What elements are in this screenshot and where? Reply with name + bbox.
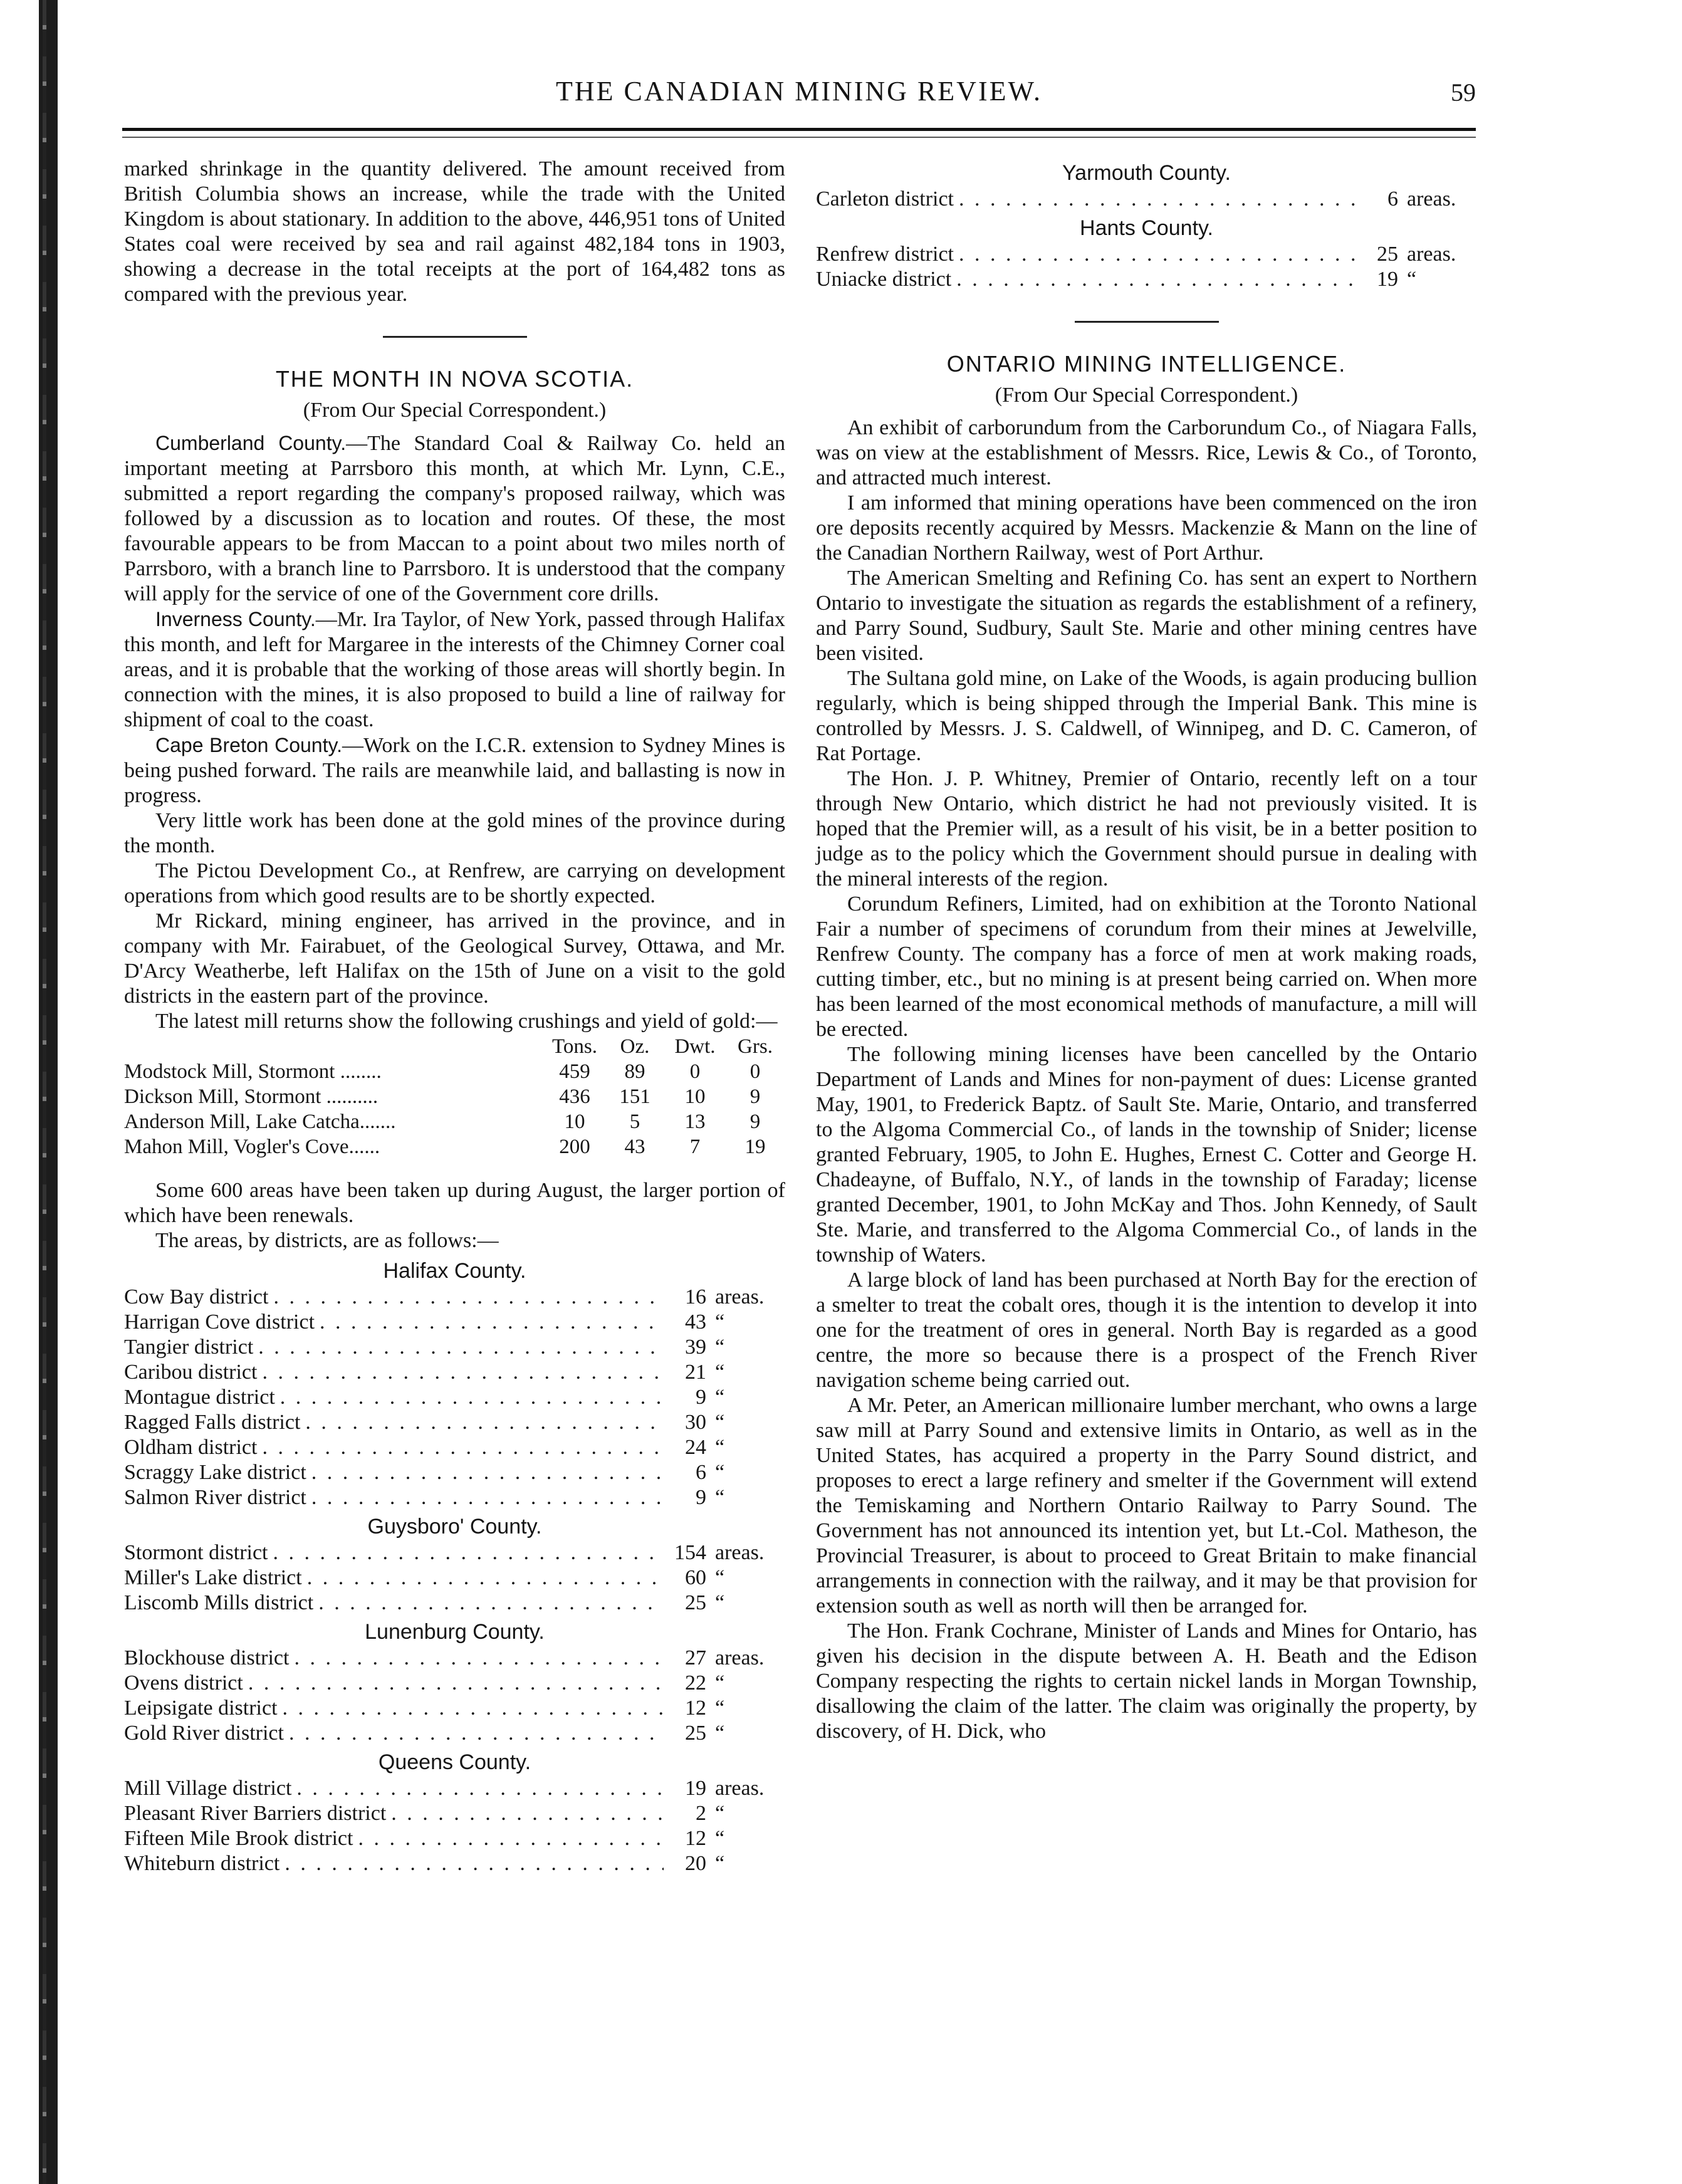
paragraph: The latest mill returns show the following crushings and yield of gold:— <box>155 1010 778 1033</box>
area-unit: areas. <box>715 1646 765 1669</box>
table-header-row <box>124 1034 785 1059</box>
list-item <box>124 1460 785 1485</box>
county-heading: Yarmouth County. <box>1062 161 1231 185</box>
district-name: Renfrew district <box>816 243 954 266</box>
district-list-continued <box>816 160 1477 292</box>
district-name: Ovens district <box>124 1671 243 1695</box>
column-header: Dwt. <box>674 1035 716 1058</box>
list-item <box>816 242 1477 267</box>
leader-dots <box>311 1485 664 1510</box>
section-separator <box>383 336 527 338</box>
right-column <box>816 157 1477 1744</box>
paragraph: A Mr. Peter, an American millionaire lumber merchant, who owns a large saw mill at Parry Sound and extensive limits in Ontario, as well as in the United States, has acquired a property in the Parry Sound district, and proposes to erect a large refinery and smelter if the Government will extend the Temiskaming and Northern Ontario Railway to Parry Sound. The Government has not announced its intention yet, but Lt.-Col. Matheson, the Provincial Treasurer, is about to proceed to Great Britain to make financial arrangements in connection with the railway, and it may be that provision for extension south as well as north will then be arranged for. <box>816 1394 1477 1617</box>
page-binding-edge <box>39 0 58 2184</box>
area-unit: areas. <box>715 1777 765 1800</box>
cell-grs: 9 <box>750 1110 761 1133</box>
area-count: 60 <box>685 1566 706 1589</box>
list-item <box>124 1646 785 1671</box>
district-name: Leipsigate district <box>124 1696 278 1720</box>
list-item <box>124 1696 785 1721</box>
leader-dots <box>283 1696 664 1721</box>
paragraph: The Hon. J. P. Whitney, Premier of Ontario, recently left on a tour through New Ontario, which district he had not previously visited. It is hoped that the Premier will, as a result of his visit, be in a better position to judge as to the policy which the Government should pursue in dealing with the mineral interests of the region. <box>816 767 1477 891</box>
area-unit: “ <box>715 1486 725 1509</box>
county-heading: Hants County. <box>1080 216 1213 240</box>
paragraph: Very little work has been done at the gold mines of the province during the month. <box>124 809 785 857</box>
leader-dots <box>273 1285 664 1310</box>
leader-dots <box>248 1671 664 1696</box>
cell-oz: 43 <box>624 1136 645 1158</box>
section-title-nova-scotia: THE MONTH IN NOVA SCOTIA. <box>275 366 634 392</box>
area-count: 20 <box>685 1852 706 1875</box>
area-unit: areas. <box>1407 243 1456 266</box>
paragraph-lead: Cape Breton County. <box>155 734 343 756</box>
district-name: Scraggy Lake district <box>124 1461 306 1484</box>
column-header: Grs. <box>738 1035 773 1058</box>
leader-dots <box>959 187 1356 212</box>
district-name: Fifteen Mile Brook district <box>124 1827 353 1850</box>
district-name: Oldham district <box>124 1436 258 1459</box>
district-name: Miller's Lake district <box>124 1566 302 1589</box>
area-count: 27 <box>685 1646 706 1669</box>
cell-tons: 459 <box>559 1060 590 1083</box>
area-count: 22 <box>685 1671 706 1695</box>
leader-dots <box>956 267 1356 292</box>
leader-dots <box>305 1410 664 1435</box>
area-count: 12 <box>685 1827 706 1850</box>
paragraph-lead: Cumberland County. <box>155 432 347 454</box>
cell-dwt: 10 <box>684 1085 706 1108</box>
list-item <box>124 1826 785 1851</box>
district-name: Uniacke district <box>816 268 952 291</box>
leader-dots <box>318 1591 664 1616</box>
cell-oz: 5 <box>629 1110 640 1133</box>
paragraph: I am informed that mining operations have been commenced on the iron ore deposits recently acquired by Messrs. Mackenzie & Mann on the line of the Canadian Northern Railway, west of Port Arthur. <box>816 491 1477 565</box>
intro-paragraph: marked shrinkage in the quantity delivered. The amount received from British Columbia shows an increase, while the trade with the United Kingdom is about stationary. In addition to the above, 446,951 tons of United States coal were received by sea and rail against 482,184 tons in 1903, showing a decrease in the total receipts at the port of 164,482 tons as compared with the previous year. <box>124 157 785 306</box>
page-number: 59 <box>1451 78 1476 107</box>
list-item <box>124 1540 785 1565</box>
cell-oz: 89 <box>624 1060 645 1083</box>
area-count: 30 <box>685 1411 706 1434</box>
paragraph-cumberland <box>124 431 785 607</box>
area-count: 39 <box>685 1335 706 1359</box>
district-list <box>124 1258 785 1876</box>
area-unit: “ <box>715 1310 725 1334</box>
header-rule-thin <box>122 137 1476 138</box>
leader-dots <box>320 1310 664 1335</box>
area-unit: “ <box>1407 268 1417 291</box>
area-count: 9 <box>696 1386 706 1409</box>
area-count: 21 <box>685 1361 706 1384</box>
list-item <box>124 1591 785 1616</box>
district-name: Gold River district <box>124 1722 284 1745</box>
district-name: Tangier district <box>124 1335 254 1359</box>
cell-tons: 436 <box>559 1085 590 1108</box>
area-count: 25 <box>685 1722 706 1745</box>
paragraph: The following mining licenses have been cancelled by the Ontario Department of Lands and Mines for non-payment of dues: License granted May, 1901, to Frederick Baptz. of Sault Ste. Marie, Ontario, and transferred to the Algoma Commercial Co., of lands in the township of Snider; license granted February, 1905, to John E. Hughes, Ernest C. Cotter and George H. Chadeayne, of Buffalo, N.Y., of lands in the township of Faraday; license granted December, 1901, to John McKay and Thos. John Kennedy, of Sault Ste. Marie, and transferred to the Algoma Commercial Co., of lands in the township of Waters. <box>816 1043 1477 1267</box>
area-count: 9 <box>696 1486 706 1509</box>
area-unit: “ <box>715 1722 725 1745</box>
county-heading: Queens County. <box>378 1750 531 1774</box>
section-title-ontario: ONTARIO MINING INTELLIGENCE. <box>946 351 1347 377</box>
area-unit: areas. <box>715 1541 765 1564</box>
district-name: Ragged Falls district <box>124 1411 301 1434</box>
mill-name: Dickson Mill, Stormont .......... <box>124 1085 379 1108</box>
list-item <box>124 1565 785 1591</box>
cell-dwt: 13 <box>684 1110 706 1133</box>
paragraph-text: —Mr. Ira Taylor, of New York, passed through Halifax this month, and left for Margaree in the interests of the Chimney Corner coal areas, and it is probable that the working of those areas will shortly begin. In connection with the mines, it is also proposed to build a line of railway for shipment of coal to the coast. <box>124 608 785 731</box>
list-item <box>124 1360 785 1385</box>
leader-dots <box>391 1801 664 1826</box>
area-count: 19 <box>1377 268 1398 291</box>
area-count: 6 <box>1387 187 1398 211</box>
section-separator <box>1075 321 1219 323</box>
district-name: Liscomb Mills district <box>124 1591 314 1614</box>
list-item <box>124 1410 785 1435</box>
area-unit: “ <box>715 1802 725 1825</box>
area-count: 43 <box>685 1310 706 1334</box>
area-unit: “ <box>715 1436 725 1459</box>
district-name: Pleasant River Barriers district <box>124 1802 387 1825</box>
section-byline: (From Our Special Correspondent.) <box>995 384 1298 407</box>
area-count: 24 <box>685 1436 706 1459</box>
area-unit: “ <box>715 1671 725 1695</box>
area-count: 19 <box>685 1777 706 1800</box>
paragraph-inverness <box>124 607 785 733</box>
district-name: Whiteburn district <box>124 1852 280 1875</box>
mill-name: Modstock Mill, Stormont ........ <box>124 1060 382 1083</box>
table-row <box>124 1059 785 1084</box>
list-item <box>124 1851 785 1876</box>
area-unit: “ <box>715 1335 725 1359</box>
area-count: 16 <box>685 1285 706 1309</box>
paragraph-text: —The Standard Coal & Railway Co. held an important meeting at Parrsboro this month, at which Mr. Lynn, C.E., submitted a report regarding the company's proposed railway, which was followed by a discussion as to location and routes. Of these, the most favourable appears to be from Maccan to a point about two miles north of Parrsboro, with a branch line to Parrsboro. It is understood that the company will apply for the service of one of the Government core drills. <box>124 432 786 605</box>
paragraph: The American Smelting and Refining Co. has sent an expert to Northern Ontario to investigate the situation as regards the establishment of a refinery, and Parry Sound, Sudbury, Sault Ste. Marie and other mining centres have been visited. <box>816 567 1477 665</box>
column-header: Oz. <box>620 1035 650 1058</box>
list-item <box>124 1776 785 1801</box>
district-name: Harrigan Cove district <box>124 1310 315 1334</box>
paragraph-lead: Inverness County. <box>155 608 316 630</box>
column-header: Tons. <box>552 1035 597 1058</box>
district-name: Caribou district <box>124 1361 258 1384</box>
county-heading: Guysboro' County. <box>367 1515 542 1539</box>
table-row <box>124 1109 785 1134</box>
paragraph: A large block of land has been purchased at North Bay for the erection of a smelter to treat the cobalt ores, though it is the intention to develop it into one for the treatment of ores in general. North Bay is regarded as a good centre, the more so because there is a prospect of the French River navigation scheme being carried out. <box>816 1268 1477 1392</box>
paragraph: The Sultana gold mine, on Lake of the Woods, is again producing bullion regularly, which is being shipped through the Imperial Bank. This mine is controlled by Messrs. J. S. Caldwell, of Winnipeg, and D. C. Cameron, of Rat Portage. <box>816 667 1477 765</box>
cell-grs: 0 <box>750 1060 761 1083</box>
leader-dots <box>273 1540 664 1565</box>
cell-tons: 10 <box>564 1110 585 1133</box>
page-header <box>122 75 1476 119</box>
cell-tons: 200 <box>559 1136 590 1158</box>
area-count: 2 <box>696 1802 706 1825</box>
leader-dots <box>258 1335 664 1360</box>
area-unit: “ <box>715 1827 725 1850</box>
district-name: Montague district <box>124 1386 275 1409</box>
table-row <box>124 1084 785 1109</box>
leader-dots <box>280 1385 664 1410</box>
list-item <box>124 1385 785 1410</box>
leader-dots <box>307 1565 664 1591</box>
cell-grs: 19 <box>744 1136 766 1158</box>
cell-grs: 9 <box>750 1085 761 1108</box>
left-column <box>124 157 785 1876</box>
district-name: Cow Bay district <box>124 1285 269 1309</box>
header-rule <box>122 128 1476 131</box>
leader-dots <box>262 1360 664 1385</box>
list-item <box>124 1721 785 1746</box>
list-item <box>816 267 1477 292</box>
paragraph: Some 600 areas have been taken up during August, the larger portion of which have been renewals. <box>124 1179 785 1227</box>
area-count: 25 <box>685 1591 706 1614</box>
paragraph: An exhibit of carborundum from the Carborundum Co., of Niagara Falls, was on view at the establishment of Messrs. Rice, Lewis & Co., of Toronto, and attracted much interest. <box>816 416 1477 489</box>
list-item <box>124 1435 785 1460</box>
mill-name: Anderson Mill, Lake Catcha....... <box>124 1110 396 1133</box>
table-row <box>124 1134 785 1159</box>
section-byline: (From Our Special Correspondent.) <box>303 399 607 422</box>
paragraph: The areas, by districts, are as follows:— <box>155 1229 499 1252</box>
leader-dots <box>358 1826 664 1851</box>
area-unit: “ <box>715 1386 725 1409</box>
area-count: 154 <box>674 1541 706 1564</box>
cell-oz: 151 <box>619 1085 650 1108</box>
paragraph: Mr Rickard, mining engineer, has arrived in the province, and in company with Mr. Fairabuet, of the Geological Survey, Ottawa, and Mr. D'Arcy Weatherbe, left Halifax on the 15th of June on a visit to the gold districts in the eastern part of the province. <box>124 909 785 1008</box>
paragraph-cape-breton <box>124 733 785 808</box>
district-name: Stormont district <box>124 1541 268 1564</box>
area-unit: “ <box>715 1361 725 1384</box>
list-item <box>124 1310 785 1335</box>
list-item <box>124 1801 785 1826</box>
paragraph-text: —Work on the I.C.R. extension to Sydney Mines is being pushed forward. The rails are meanwhile laid, and ballasting is now in progress. <box>124 734 786 807</box>
leader-dots <box>959 242 1356 267</box>
list-item <box>124 1335 785 1360</box>
area-unit: “ <box>715 1852 725 1875</box>
area-unit: “ <box>715 1411 725 1434</box>
leader-dots <box>296 1776 664 1801</box>
county-heading: Halifax County. <box>383 1259 526 1283</box>
area-count: 6 <box>696 1461 706 1484</box>
area-unit: “ <box>715 1566 725 1589</box>
list-item <box>124 1485 785 1510</box>
district-name: Salmon River district <box>124 1486 306 1509</box>
running-title: THE CANADIAN MINING REVIEW. <box>556 76 1042 107</box>
leader-dots <box>294 1646 664 1671</box>
area-count: 25 <box>1377 243 1398 266</box>
cell-dwt: 7 <box>689 1136 701 1158</box>
leader-dots <box>311 1460 664 1485</box>
leader-dots <box>262 1435 664 1460</box>
paragraph: The Pictou Development Co., at Renfrew, are carrying on development operations from which good results are to be shortly expected. <box>124 859 785 907</box>
area-unit: “ <box>715 1591 725 1614</box>
paragraph: Corundum Refiners, Limited, had on exhibition at the Toronto National Fair a number of specimens of corundum from their mines at Jewelville, Renfrew County. The company has a force of men at work making roads, cutting timber, etc., but no mining is at present being carried on. When more has been learned of the most economical methods of manufacture, a mill will be erected. <box>816 892 1477 1041</box>
area-unit: areas. <box>1407 187 1456 211</box>
paragraph: The Hon. Frank Cochrane, Minister of Lands and Mines for Ontario, has given his decision in the dispute between A. H. Beath and the Edison Company respecting the rights to certain nickel lands in Morgan Township, disallowing the claim of the latter. The claim was originally the property, by discovery, of H. Dick, who <box>816 1619 1477 1743</box>
county-heading: Lunenburg County. <box>365 1620 545 1644</box>
list-item <box>124 1671 785 1696</box>
mill-name: Mahon Mill, Vogler's Cove...... <box>124 1136 380 1158</box>
area-count: 12 <box>685 1696 706 1720</box>
leader-dots <box>285 1851 664 1876</box>
area-unit: “ <box>715 1461 725 1484</box>
area-unit: “ <box>715 1696 725 1720</box>
list-item <box>124 1285 785 1310</box>
mill-returns-table <box>124 1034 785 1159</box>
district-name: Mill Village district <box>124 1777 292 1800</box>
district-name: Carleton district <box>816 187 954 211</box>
list-item <box>816 187 1477 212</box>
area-unit: areas. <box>715 1285 765 1309</box>
leader-dots <box>289 1721 664 1746</box>
cell-dwt: 0 <box>689 1060 701 1083</box>
district-name: Blockhouse district <box>124 1646 290 1669</box>
